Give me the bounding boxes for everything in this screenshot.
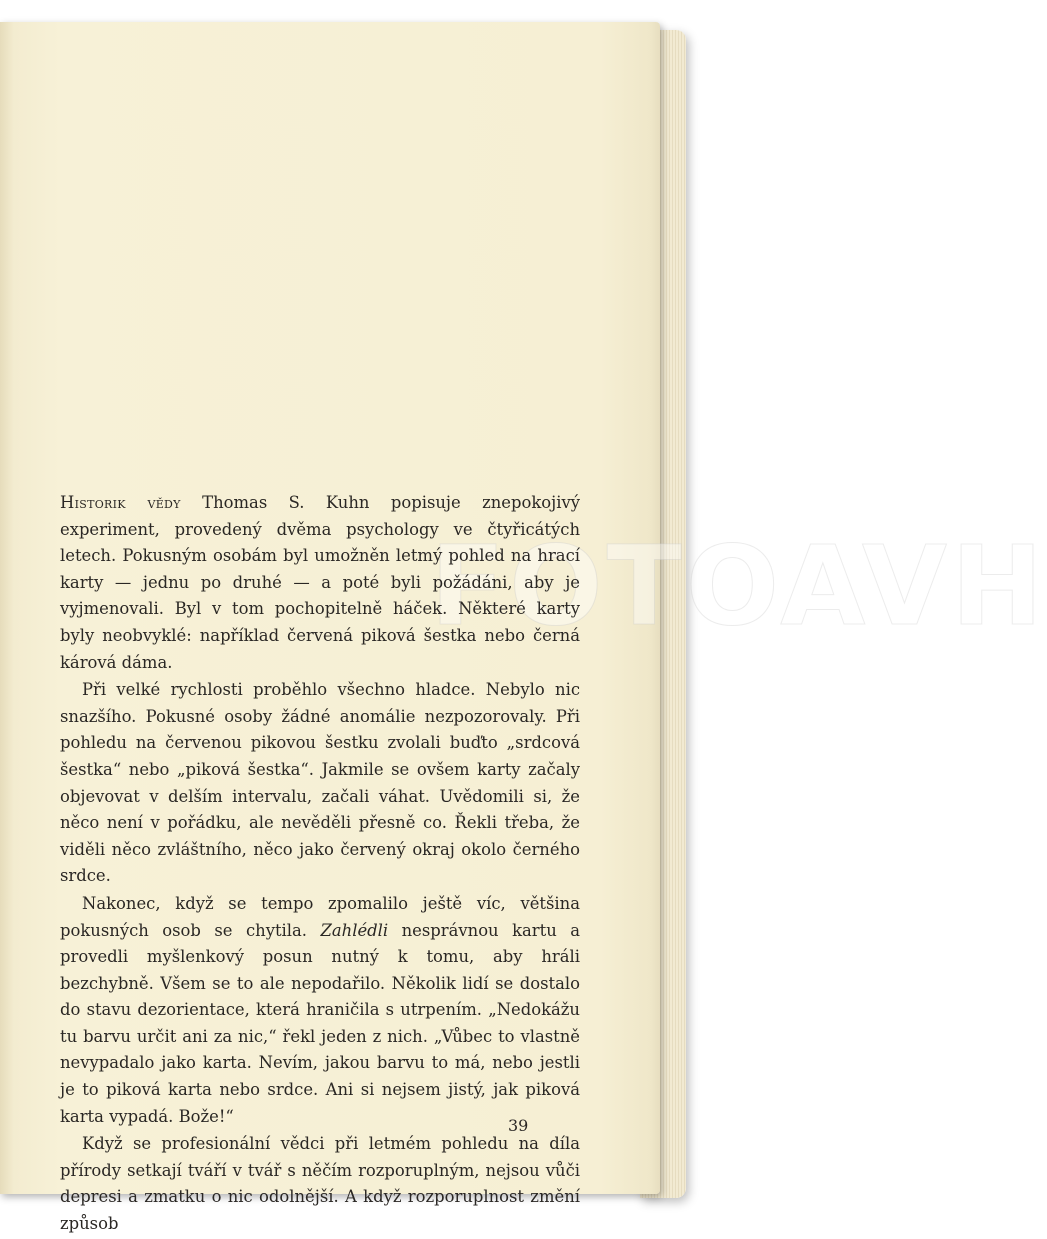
lead-in: Historik vědy	[60, 493, 181, 512]
body-text	[60, 490, 580, 1239]
book-page	[0, 22, 1047, 1234]
paragraph-1	[60, 490, 580, 676]
paragraph-1-text: Thomas S. Kuhn popisuje znepokojivý experiment, provedený dvěma psychology ve čtyřicátých letech. Pokusným osobám byl umožněn letmý pohled na hrací karty — jednu po druhé — a poté byli požádáni, aby je vyjmenovali. Byl v tom pochopitelně háček. Některé karty byly neobvyklé: například červená piková šestka nebo černá kárová dáma.	[60, 493, 581, 672]
paragraph-3	[60, 891, 580, 1130]
paragraph-3-emphasis: Zahlédli	[320, 920, 389, 940]
paragraph-3-after: nesprávnou kartu a provedli myšlenkový posun nutný k tomu, aby hráli bezchybně. Všem se to ale nepodařilo. Několik lidí se dostalo do stavu dezorientace, která hraničila s utrpením. „Nedokážu tu barvu určit ani za nic,“ řekl jeden z nich. „Vůbec to vlastně nevypadalo jako karta. Nevím, jakou barvu to má, nebo jestli je to piková karta nebo srdce. Ani si nejsem jistý, jak piková karta vypadá. Bože!“	[60, 920, 581, 1126]
watermark: FOTOAVH	[430, 522, 1047, 650]
paragraph-3-before: Nakonec, když se tempo zpomalilo ještě víc, většina pokusných osob se chytila.	[60, 893, 580, 940]
paragraph-2: Při velké rychlosti proběhlo všechno hladce. Nebylo nic snazšího. Pokusné osoby žádné anomálie nezpozorovaly. Při pohledu na červenou pikovou šestku zvolali buďto „srdcová šestka“ nebo „piková šestka“. Jakmile se ovšem karty začaly objevovat v delším intervalu, začali váhat. Uvědomili si, že něco není v pořádku, ale nevěděli přesně co. Řekli třeba, že viděli něco zvláštního, něco jako červený okraj okolo černého srdce.	[60, 680, 580, 886]
page-number: 39	[508, 1116, 529, 1135]
paragraph-4: Když se profesionální vědci při letmém pohledu na díla přírody setkají tváří v tvář s něčím rozporuplným, nejsou vůči depresi a zmatku o nic odolnější. A když rozporuplnost změní způsob	[60, 1134, 580, 1234]
